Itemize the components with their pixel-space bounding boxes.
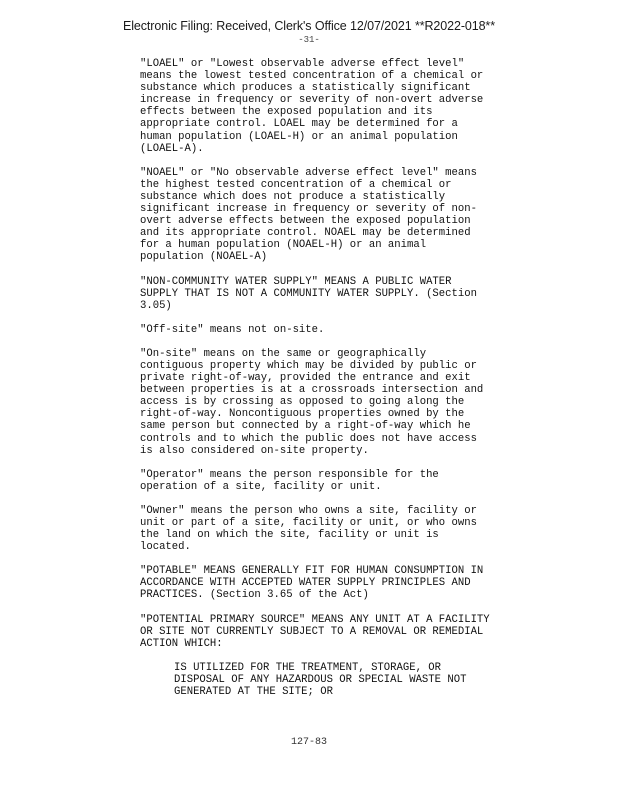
definition-non-community-water-supply: "NON-COMMUNITY WATER SUPPLY" MEANS A PUBLIC WATER SUPPLY THAT IS NOT A COMMUNITY WATER SUPPLY. (Section 3.05) — [140, 275, 477, 312]
document-body — [140, 58, 545, 710]
definition-sub-item: IS UTILIZED FOR THE TREATMENT, STORAGE, OR DISPOSAL OF ANY HAZARDOUS OR SPECIAL WASTE NOT GENERATED AT THE SITE; OR — [174, 661, 467, 699]
definition-owner: "Owner" means the person who owns a site, facility or unit or part of a site, facility or unit, or who owns the land on which the site, facility or unit is located. — [140, 504, 477, 554]
filing-stamp: Electronic Filing: Received, Clerk's Office 12/07/2021 **R2022-018** — [123, 19, 495, 33]
definition-loael: "LOAEL" or "Lowest observable adverse effect level" means the lowest tested concentration of a chemical or substance which produces a statistically significant increase in frequency or severity of non-overt adverse effects between the exposed population and its appropriate control. LOAEL may be determined for a human population (LOAEL-H) or an animal population (LOAEL-A). — [140, 58, 484, 155]
definition-noael: "NOAEL" or "No observable adverse effect level" means the highest tested concentration of a chemical or substance which does not produce a statistically significant increase in frequency or severity of non- overt adverse effects between the exposed population and its appropriate control. NOAEL may be determined for a human population (NOAEL-H) or an animal population (NOAEL-A) — [140, 166, 477, 264]
definition-on-site: "On-site" means on the same or geographically contiguous property which may be divided by public or private right-of-way, provided the entrance and exit between properties is at a crossroads intersection and access is by crossing as opposed to going along the right-of-way. Noncontiguous properties owned by the same person but connected by a right-of-way which he controls and to which the public does not have access is also considered on-site property. — [140, 347, 484, 457]
definition-operator: "Operator" means the person responsible for the operation of a site, facility or unit. — [140, 468, 439, 493]
definition-off-site: "Off-site" means not on-site. — [140, 323, 325, 336]
definition-potential-primary-source: "POTENTIAL PRIMARY SOURCE" MEANS ANY UNIT AT A FACILITY OR SITE NOT CURRENTLY SUBJECT TO A REMOVAL OR REMEDIAL ACTION WHICH: — [140, 613, 490, 650]
footer-page-ref: 127-83 — [290, 737, 327, 748]
definition-potable: "POTABLE" MEANS GENERALLY FIT FOR HUMAN CONSUMPTION IN ACCORDANCE WITH ACCEPTED WATER SUPPLY PRINCIPLES AND PRACTICES. (Section 3.65 of the Act) — [140, 565, 484, 602]
page-number: -31- — [298, 35, 320, 45]
